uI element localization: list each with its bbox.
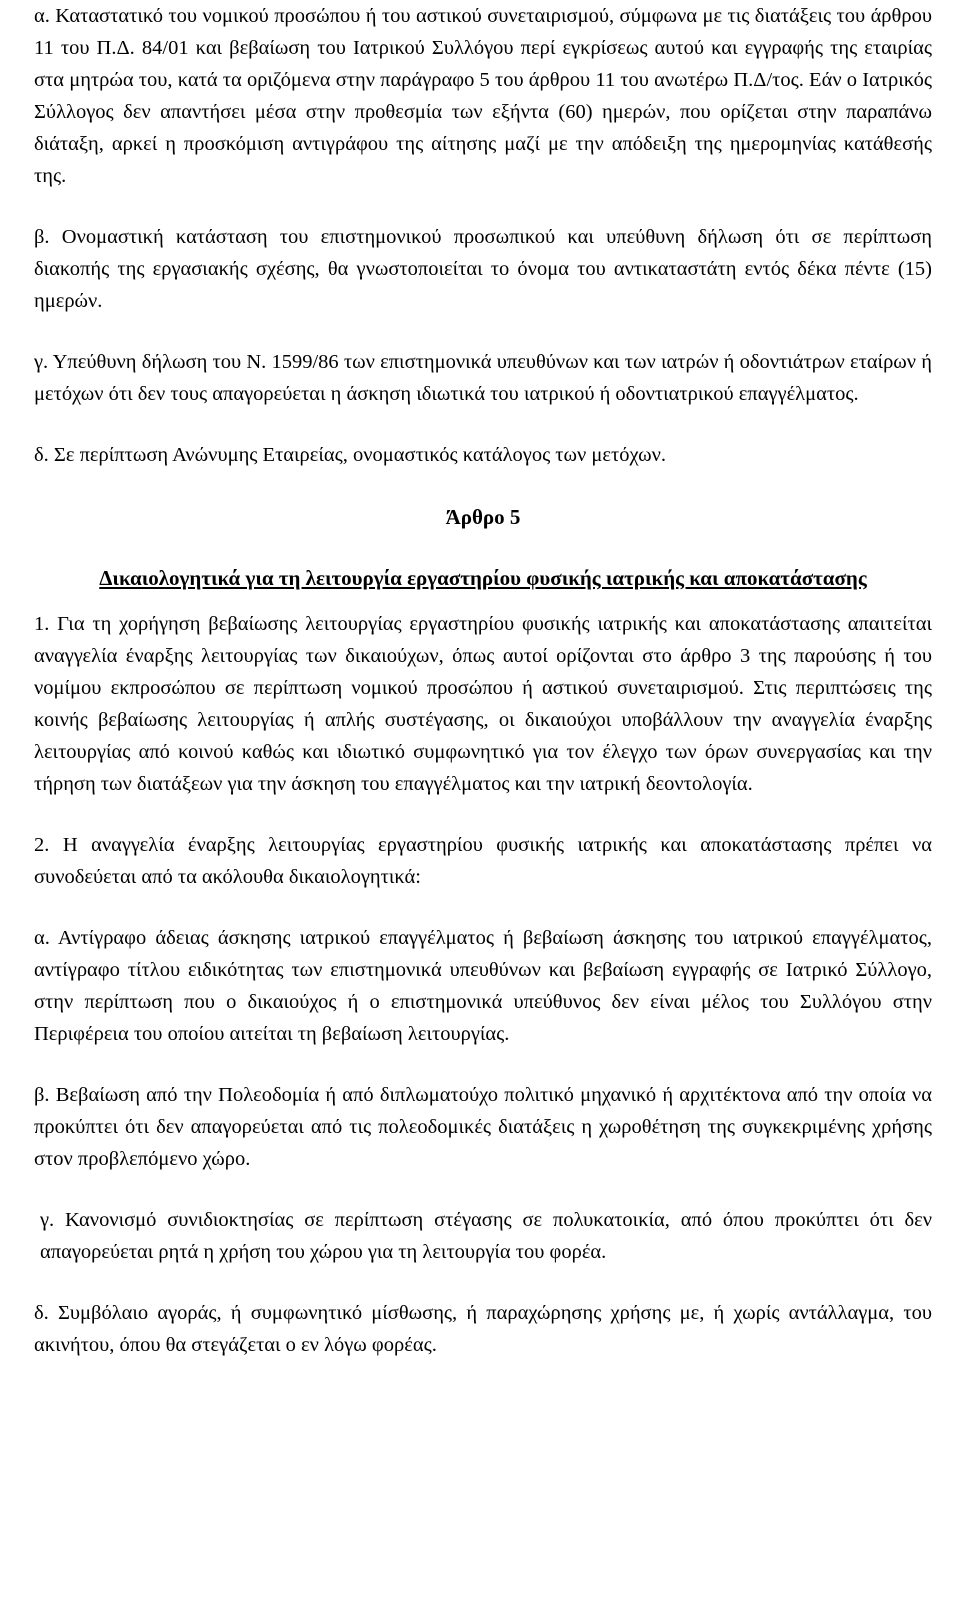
paragraph-delta: δ. Σε περίπτωση Ανώνυμης Εταιρείας, ονομαστικός κατάλογος των μετόχων.	[34, 444, 667, 466]
article-subtitle: Δικαιολογητικά για τη λειτουργία εργαστηρίου φυσικής ιατρικής και αποκατάστασης	[99, 566, 867, 590]
paragraph-2-delta: δ. Συμβόλαιο αγοράς, ή συμφωνητικό μίσθωσης, ή παραχώρησης χρήσης με, ή χωρίς αντάλλαγμα, του ακινήτου, όπου θα στεγάζεται ο εν λόγω φορέας.	[34, 1302, 932, 1356]
paragraph-2: 2. Η αναγγελία έναρξης λειτουργίας εργαστηρίου φυσικής ιατρικής και αποκατάστασης πρέπει να συνοδεύεται από τα ακόλουθα δικαιολογητικά:	[34, 834, 932, 888]
paragraph-2-alpha: α. Αντίγραφο άδειας άσκησης ιατρικού επαγγέλματος ή βεβαίωση άσκησης του ιατρικού επαγγέλματος, αντίγραφο τίτλου ειδικότητας των επιστημονικά υπευθύνων και βεβαίωση εγγραφής σε Ιατρικό Σύλλογο, στην περίπτωση που ο δικαιούχος ή ο επιστημονικά υπεύθυνος δεν είναι μέλος του Συλλόγου στην Περιφέρεια του οποίου αιτείται τη βεβαίωση λειτουργίας.	[34, 927, 932, 1045]
paragraph-2-beta: β. Βεβαίωση από την Πολεοδομία ή από διπλωματούχο πολιτικό μηχανικό ή αρχιτέκτονα από την οποία να προκύπτει ότι δεν απαγορεύεται από τις πολεοδομικές διατάξεις η χωροθέτηση της συγκεκριμένης χρήσης στον προβλεπόμενο χώρο.	[34, 1084, 932, 1170]
paragraph-2-gamma: γ. Κανονισμό συνιδιοκτησίας σε περίπτωση στέγασης σε πολυκατοικία, από όπου προκύπτει ότι δεν απαγορεύεται ρητά η χρήση του χώρου για τη λειτουργία του φορέα.	[40, 1209, 932, 1263]
paragraph-1: 1. Για τη χορήγηση βεβαίωσης λειτουργίας εργαστηρίου φυσικής ιατρικής και αποκατάστασης απαιτείται αναγγελία έναρξης λειτουργίας των δικαιούχων, όπως αυτοί ορίζονται στο άρθρο 3 της παρούσης ή του νομίμου εκπροσώπου σε περίπτωση νομικού προσώπου ή αστικού συνεταιρισμού. Στις περιπτώσεις της κοινής βεβαίωσης λειτουργίας ή απλής συστέγασης, οι δικαιούχοι υποβάλλουν την αναγγελία έναρξης λειτουργίας από κοινού καθώς και ιδιωτικό συμφωνητικό για τον έλεγχο των όρων συνεργασίας και την τήρηση των διατάξεων για την άσκηση του επαγγέλματος και την ιατρική δεοντολογία.	[34, 613, 932, 795]
article-title: Άρθρο 5	[445, 505, 521, 529]
paragraph-beta: β. Ονομαστική κατάσταση του επιστημονικού προσωπικού και υπεύθυνη δήλωση ότι σε περίπτωση διακοπής της εργασιακής σχέσης, θα γνωστοποιείται το όνομα του αντικαταστάτη εντός δέκα πέντε (15) ημερών.	[34, 226, 932, 312]
paragraph-gamma: γ. Υπεύθυνη δήλωση του Ν. 1599/86 των επιστημονικά υπευθύνων και των ιατρών ή οδοντιάτρων εταίρων ή μετόχων ότι δεν τους απαγορεύεται η άσκηση ιδιωτικά του ιατρικού ή οδοντιατρικού επαγγέλματος.	[34, 351, 932, 405]
paragraph-alpha: α. Καταστατικό του νομικού προσώπου ή του αστικού συνεταιρισμού, σύμφωνα με τις διατάξεις του άρθρου 11 του Π.Δ. 84/01 και βεβαίωση του Ιατρικού Συλλόγου περί εγκρίσεως αυτού και εγγραφής της εταιρίας στα μητρώα του, κατά τα οριζόμενα στην παράγραφο 5 του άρθρου 11 του ανωτέρω Π.Δ/τος. Εάν ο Ιατρικός Σύλλογος δεν απαντήσει μέσα στην προθεσμία των εξήντα (60) ημερών, που ορίζεται στην παραπάνω διάταξη, αρκεί η προσκόμιση αντιγράφου της αίτησης μαζί με την απόδειξη της ημερομηνίας κατάθεσής της.	[34, 5, 932, 187]
